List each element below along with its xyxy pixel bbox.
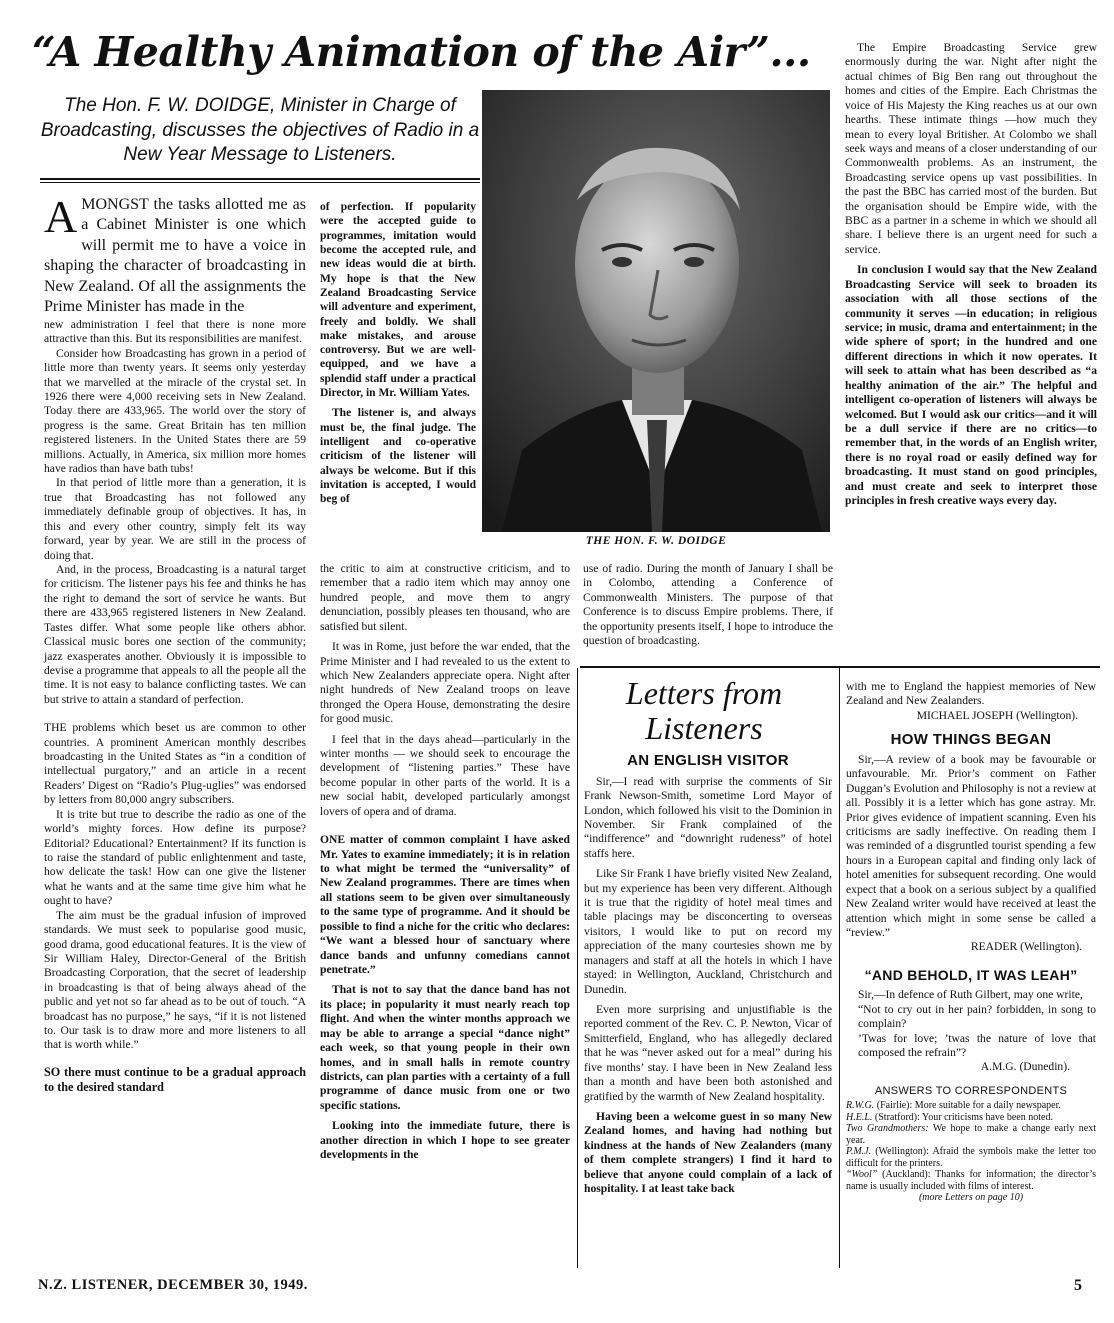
- answer-name: R.W.G.: [846, 1100, 875, 1112]
- answer-item: [846, 1169, 1096, 1192]
- letter-paragraph: Having been a welcome guest in so many New Zealand homes, and having had nothing but kindness at the hands of New Zealanders (many of them complete strangers) I find it hard to believe that anyone could complain of a lack of hospitality. I at least take back: [584, 1109, 832, 1196]
- answer-name: “Wool”: [846, 1169, 878, 1181]
- letter-paragraph: Even more surprising and unjustifiable is the reported comment of the Rev. C. P. Newton, Vicar of Smitterfield, England, who has allegedly declared that he was “never asked out for a meal” during his five months’ stay. I have been in New Zealand less than a month and have been both astonished and gratified by the warmth of New Zealand hospitality.: [584, 1003, 832, 1103]
- answer-name: H.E.L.: [846, 1111, 873, 1123]
- column-divider: [839, 668, 840, 1268]
- lede-text: MONGST the tasks allotted me as a Cabinet Minister is one which will permit me to have a voice in shaping the character of broadcasting in New Zealand. Of all the assignments the Prime Minister has made in the: [44, 196, 306, 316]
- letters-section-title: Letters from Listeners: [625, 675, 783, 746]
- letter-signature: MICHAEL JOSEPH (Wellington).: [916, 708, 1078, 722]
- article-paragraph: new administration I feel that there is none more attractive than this. But its responsibilities are manifest.: [44, 317, 306, 346]
- article-paragraph: I feel that in the days ahead—particularly in the winter months — we should seek to encourage the development of “listening parties.” These have become popular in other parts of the world. It is a new social habit, developed particularly amongst lovers of opera and of drama.: [320, 732, 570, 818]
- article-paragraph: The listener is, and always must be, the final judge. The intelligent and co-operative criticism of the listener will always be welcome. But if this invitation is accepted, I would beg of: [320, 407, 476, 506]
- answer-text: Afraid the symbols make the letter too difficult for the printers.: [846, 1146, 1096, 1169]
- answer-place: (Wellington):: [875, 1146, 929, 1158]
- article-deck: The Hon. F. W. DOIDGE, Minister in Charge of Broadcasting, discusses the objectives of Radio in a New Year Message to Listeners.: [40, 95, 480, 166]
- letter-paragraph: with me to England the happiest memories of New Zealand and New Zealanders.: [846, 680, 1096, 708]
- letters-box-top-rule: [580, 666, 1100, 668]
- answer-text: We hope to make a change early next year.: [846, 1123, 1097, 1146]
- letter-paragraph: Sir,—I read with surprise the comments of Sir Frank Newson-Smith, sometime Lord Mayor of London, which followed his visit to the Dominion in November. Sir Frank complained of the “indifference” and “downright rudeness” of hotel staffs here.: [584, 774, 832, 860]
- letter-poem-line: ’Twas for love; ’twas the nature of love that composed the refrain”?: [858, 1031, 1096, 1059]
- article-paragraph: In conclusion I would say that the New Zealand Broadcasting Service will seek to broaden its association with all those sections of the community it serves —in education; in religious service; in music, drama and entertainment; in the wide sphere of sport; in the hundred and one different directions in which it now operates. It will seek to attain what has been described as “a healthy animation of the air.” The helpful and intelligent co-operation of listeners will always be welcomed. But I would ask our critics—and it will be a dull service if there are no critics—to remember that, in the words of an English writer, there is no royal road or easily defined way for broadcasting. It must stand on good principles, and must create and seek to interpret those principles in fresh creative ways every day.: [845, 263, 1097, 508]
- answer-name: Two Grandmothers:: [846, 1123, 929, 1135]
- more-letters-note: (more Letters on page 10): [918, 1192, 1024, 1204]
- letter-poem-line: “Not to cry out in her pain? forbidden, in song to complain?: [858, 1002, 1096, 1031]
- headline: “A Healthy Animation of the Air”...: [32, 28, 811, 76]
- article-column-2: [320, 562, 570, 1162]
- article-paragraph: of perfection. If popularity were the accepted guide to programmes, imitation would become the accepted rule, and new ideas would die at birth. My hope is that the New Zealand Broadcasting Service will adventure and experiment, freely and boldly. We shall make mistakes, and arouse controversy. But we are well-equipped, and we have a splendid staff under a practical Director, in Mr. William Yates.: [320, 201, 476, 400]
- column-divider: [577, 668, 578, 1268]
- article-paragraph: the critic to aim at constructive criticism, and to remember that a radio item which may annoy one hundred people, and move them to angry denunciation, possibly pleases ten thousand, who are satisfied but silent.: [320, 562, 570, 633]
- letter-signature: READER (Wellington).: [970, 940, 1082, 954]
- answer-place: (Fairlie):: [876, 1100, 913, 1112]
- article-paragraph: It was in Rome, just before the war ended, that the Prime Minister and I had revealed to us the extent to which New Zealanders appreciate opera. Night after night hundreds of New Zealand troops on leave thronged the Opera House, demonstrating the desire for good music.: [320, 640, 570, 726]
- page-number: 5: [1074, 1277, 1082, 1294]
- article-paragraph: use of radio. During the month of January I shall be in Colombo, attending a Conference of Commonwealth Ministers. The purpose of that Conference is to discuss Empire problems. There, if the opportunity presents itself, I hope to introduce the question of broadcasting.: [583, 562, 833, 648]
- answer-item: [846, 1146, 1096, 1169]
- letter-paragraph: Sir,—In defence of Ruth Gilbert, may one write,: [858, 988, 1083, 1002]
- answer-item: [846, 1123, 1096, 1146]
- article-column-2-top: [320, 200, 476, 507]
- article-paragraph-section: ONE matter of common complaint I have asked Mr. Yates to examine immediately; it is in relation to what might be termed the “universality” of New Zealand programmes. There are times when all stations seem to be given over simultaneously to the same type of programme. And it should be possible to find a niche for the critic who declares: “We want a blessed hour of sanctuary where dance bands and unfunny comedians cannot penetrate.”: [320, 833, 570, 976]
- article-paragraph: Consider how Broadcasting has grown in a period of little more than twenty years. It seems only yesterday that we marvelled at the miracle of the crystal set. In 1926 there were 4,000 receiving sets in New Zealand. Today there are 433,965. The world over the story of progress is the same. Great Britain has ten million registered listeners. In the United States there are 59 millions. Actually, in America, six million more homes have radios than have bath tubs!: [44, 346, 306, 476]
- answer-item: [846, 1100, 1096, 1112]
- letter-heading-how-things-began: HOW THINGS BEGAN: [890, 731, 1052, 749]
- answer-text: Your criticisms have been noted.: [922, 1111, 1053, 1123]
- deck-rule: [40, 178, 480, 180]
- article-paragraph-section: THE problems which beset us are common to other countries. A prominent American monthly describes broadcasting in the United States as “in a condition of intellectual purgatory,” and an article in a recent Readers’ Digest on “Radio’s Plug-uglies” was endorsed by letters from 80,000 angry subscribers.: [44, 721, 306, 807]
- letter-paragraph: Like Sir Frank I have briefly visited New Zealand, but my experience has been very different. Although it is true that the rigidity of hotel meal times and table placings may be disconcerting to overseas visitors, I would like to put on record my appreciation of the many courtesies shown me by managers and staff at all the hotels in which I have stayed: in Wellington, Auckland, Christchurch and Dunedin.: [584, 867, 832, 996]
- article-paragraph: It is trite but true to describe the radio as one of the world’s mighty forces. How define its purpose? Editorial? Educational? Entertainment? If its function is to raise the standard of public enlightenment and taste, how delicate the task! How can one give the listener what he wants and at the same time give him what he ought to have?: [44, 807, 306, 908]
- article-paragraph: The aim must be the gradual infusion of improved standards. We must seek to popularise good music, good drama, good educational features. It is the view of Sir William Haley, Director-General of the British Broadcasting Corporation, that the secret of leadership in broadcasting is that of being always ahead of the public and yet not so far ahead as to be out of touch. “A broadcast has no purpose,” he says, “if it is not listened to. Our task is to draw more and more listeners to all that is worth while.”: [44, 908, 306, 1052]
- photo-caption: THE HON. F. W. DOIDGE: [585, 535, 727, 547]
- answer-item: [846, 1112, 1096, 1124]
- letter-heading-behold-leah: “AND BEHOLD, IT WAS LEAH”: [864, 966, 1078, 983]
- drop-cap: A: [44, 191, 78, 242]
- article-column-4: [845, 41, 1097, 509]
- page-footer: N.Z. LISTENER, DECEMBER 30, 1949.: [38, 1277, 308, 1293]
- article-paragraph: That is not to say that the dance band has not its place; in popularity it must nearly reach top flight. And when the winter months approach we may be able to arrange a special “dance night” each week, so that young people in their own homes, and in small halls in remote country districts, can plan parties with a certainty of a full programme of dance music from one or two specific stations.: [320, 983, 570, 1112]
- answer-text: More suitable for a daily newspaper.: [914, 1100, 1061, 1112]
- article-column-3: [583, 562, 833, 649]
- article-lede: [44, 191, 306, 318]
- answers-heading: ANSWERS TO CORRESPONDENTS: [874, 1084, 1068, 1097]
- letters-column-b: [846, 680, 1096, 1204]
- letters-column-a: [584, 752, 832, 1196]
- article-paragraph: And, in the process, Broadcasting is a natural target for criticism. The listener pays his fee and thinks he has the right to demand the sort of service he wants. But there are 433,965 registered listeners in New Zealand. Tastes differ. What some people like others abhor. Classical music bores one section of the community; jazz exasperates another. Obviously it is impossible to devise a programme that appeals to all the people all the time. It is not easy to balance conflicting tastes. We can but strive to attain a standard of perfection.: [44, 562, 306, 706]
- article-paragraph-section: SO there must continue to be a gradual approach to the desired standard: [44, 1064, 306, 1095]
- portrait-illustration: [482, 90, 830, 532]
- letter-heading-english-visitor: AN ENGLISH VISITOR: [627, 752, 789, 769]
- article-column-1: [44, 191, 306, 1095]
- article-paragraph: In that period of little more than a generation, it is true that Broadcasting has not followed any immediately definable group of objectives. It has, in this and every other country, simply felt its way forward, year by year. We are still in the process of doing that.: [44, 476, 306, 562]
- letter-signature: A.M.G. (Dunedin).: [980, 1060, 1070, 1074]
- article-paragraph: The Empire Broadcasting Service grew enormously during the war. Night after night the actual chimes of Big Ben rang out throughout the homes and cities of the Empire. Each Christmas the voice of His Majesty the King reaches us at our own hearths. These intimate things —how much they mean to every loyal Britisher. At Colombo we shall seek ways and means of a closer understanding of our Commonwealth problems. As an instrument, the Broadcasting service opens up vast possibilities. In the past the BBC has carried most of the burden. But the organisation should be Empire wide, with the BBC as a partner in a scheme in which we should all share. I believe there is an urgent need for such a service.: [845, 41, 1097, 256]
- portrait-photo: [482, 90, 830, 532]
- article-paragraph: Looking into the immediate future, there is another direction in which I hope to see greater developments in the: [320, 1119, 570, 1162]
- deck-rule-thin: [40, 182, 480, 183]
- answer-name: P.M.J.: [846, 1146, 872, 1158]
- answer-place: (Stratford):: [874, 1111, 920, 1123]
- letter-paragraph: Sir,—A review of a book may be favourable or unfavourable. Mr. Prior’s comment on Father Duggan’s Evolution and Philosophy is not a review at all. Possibly it is a letter which has gone astray. Mr. Prior gives evidence of impatient scanning. Even his criticisms are sadly ineffective. On reading them I was reminded of a disgruntled tourist spending a few hours in a European capital and finding only lack of hotel amenities for subsequent recording. One would expect that a book on a serious subject by a qualified New Zealand writer would have received at least the attention which might in some sense be called a “review.”: [846, 752, 1096, 939]
- answer-place: (Auckland):: [882, 1169, 931, 1181]
- answer-text: Thanks for information; the director’s name is usually included with films of interest.: [846, 1169, 1096, 1192]
